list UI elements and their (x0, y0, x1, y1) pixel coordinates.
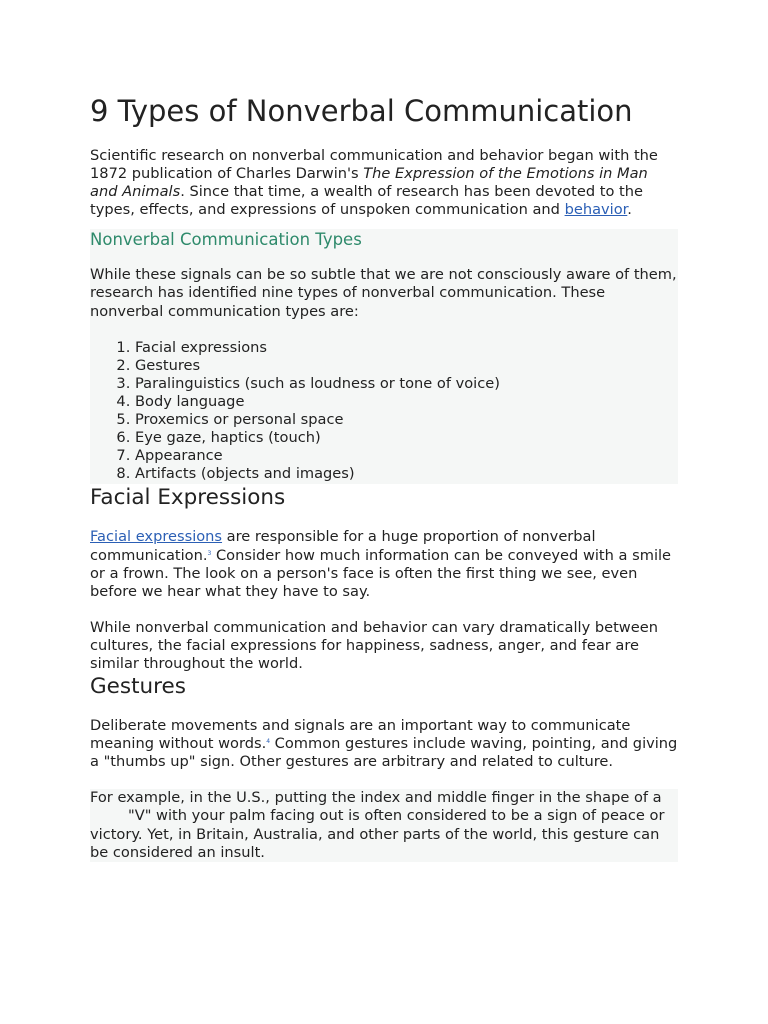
citation-3[interactable]: 3 (207, 549, 212, 557)
facial-text-1: are responsible for a huge proportion of nonverbal communication. (90, 528, 596, 564)
gestures-text-1: Deliberate movements and signals are an important way to communicate meaning without words. (90, 717, 631, 753)
intro-paragraph (90, 147, 678, 219)
list-item: 1. Facial expressions (135, 339, 678, 357)
list-item: 7. Appearance (135, 447, 678, 465)
list-item: 6. Eye gaze, haptics (touch) (135, 429, 678, 447)
intro-text-2: . Since that time, a wealth of research has been devoted to the types, effects, and expressions of unspoken communication and (90, 183, 643, 219)
citation-4[interactable]: 4 (266, 738, 271, 746)
list-item: 4. Body language (135, 393, 678, 411)
page-title: 9 Types of Nonverbal Communication (90, 94, 633, 128)
gestures-text-3: For example, in the U.S., putting the index and middle finger in the shape of a (90, 789, 662, 807)
facial-text-2: Consider how much information can be conveyed with a smile or a frown. The look on a person's face is often the first thing we see, even before we hear what they have to say. (90, 546, 672, 600)
list-item: 5. Proxemics or personal space (135, 411, 678, 429)
book-title: The Expression of the Emotions in Man and Animals (90, 165, 648, 201)
list-item: 3. Paralinguistics (such as loudness or tone of voice) (135, 375, 678, 393)
gestures-text-4: "V" with your palm facing out is often considered to be a sign of peace or victory. Yet, in Britain, Australia, and other parts of the world, this gesture can be considered an insult. (90, 807, 665, 861)
intro-end: . (627, 201, 632, 219)
gestures-text-2: Common gestures include waving, pointing, and giving a "thumbs up" sign. Other gestures are arbitrary and related to culture. (90, 735, 678, 771)
facial-paragraph-1 (90, 528, 678, 600)
facial-expressions-heading: Facial Expressions (90, 485, 286, 511)
facial-paragraph-2: While nonverbal communication and behavior can vary dramatically between cultures, the facial expressions for happiness, sadness, anger, and fear are similar throughout the world. (90, 618, 658, 672)
types-box (90, 229, 678, 484)
behavior-link[interactable]: behavior (564, 201, 628, 219)
types-intro: While these signals can be so subtle that we are not consciously aware of them, research has identified nine types of nonverbal communication. These nonverbal communication types are: (90, 266, 677, 320)
gestures-heading: Gestures (90, 674, 186, 700)
types-list (90, 339, 678, 484)
types-heading: Nonverbal Communication Types (90, 230, 362, 250)
facial-expressions-link[interactable]: Facial expressions (90, 528, 223, 546)
gestures-paragraph-2 (90, 789, 678, 861)
list-item: 2. Gestures (135, 357, 678, 375)
gestures-paragraph-1 (90, 717, 678, 771)
list-item: 8. Artifacts (objects and images) (135, 465, 678, 483)
article (90, 92, 678, 862)
intro-text: Scientific research on nonverbal communication and behavior began with the 1872 publication of Charles Darwin's (90, 147, 658, 183)
